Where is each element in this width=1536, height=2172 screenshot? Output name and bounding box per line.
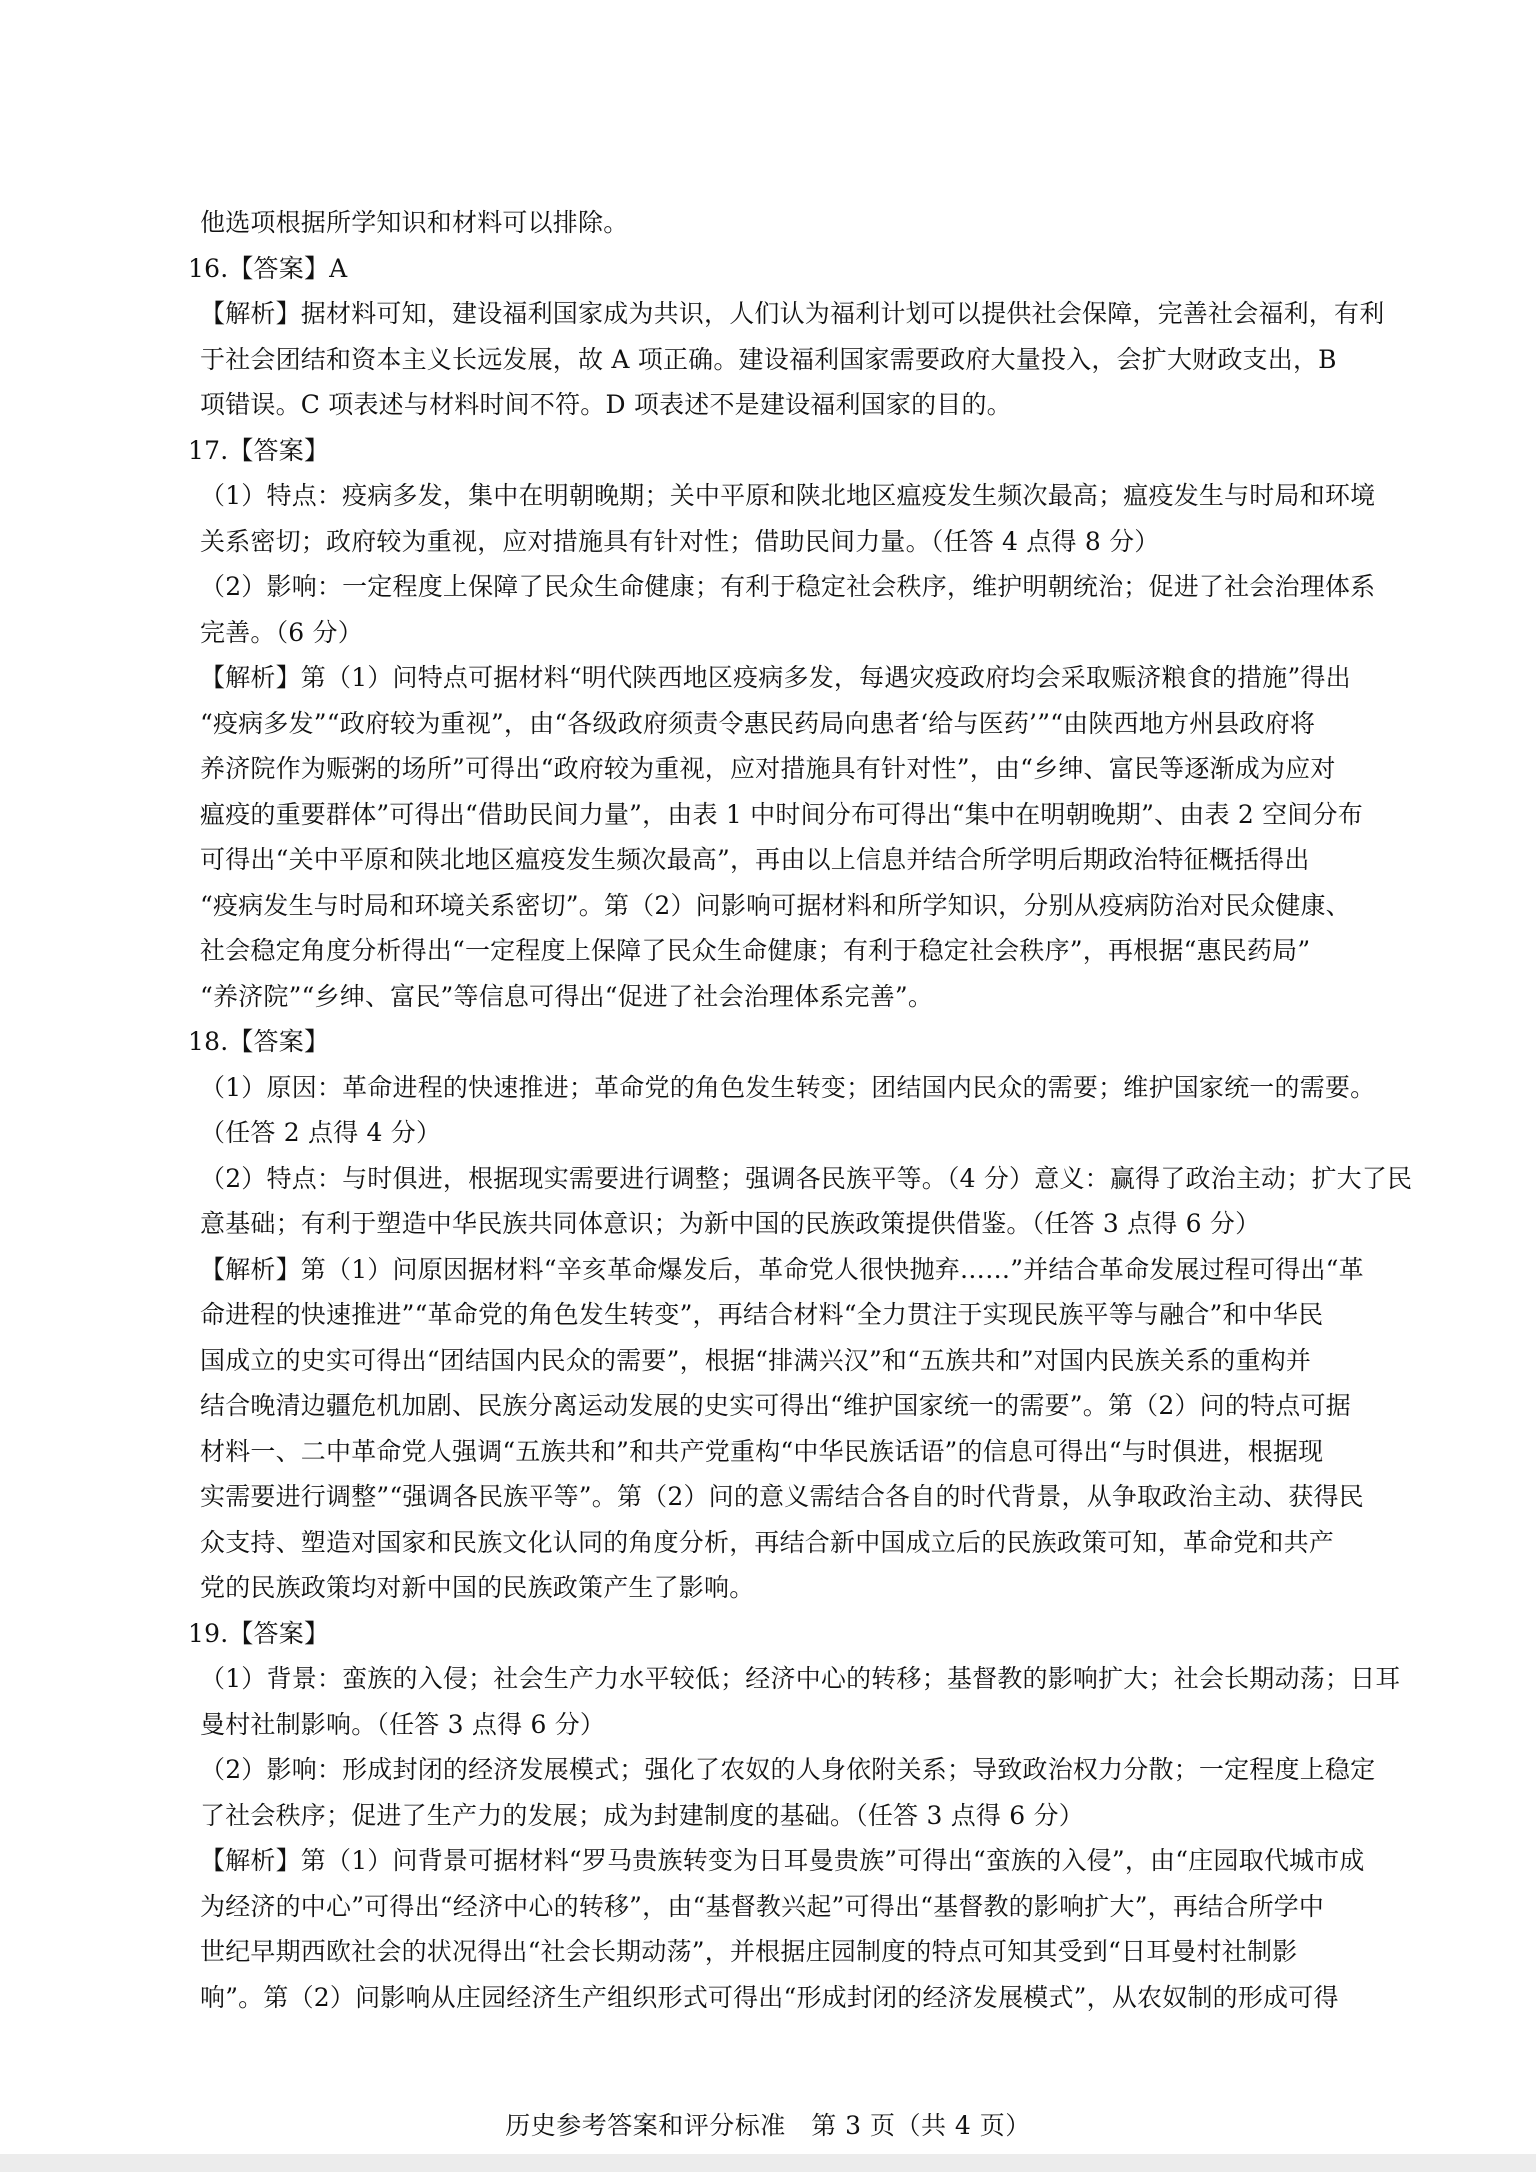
text-line: “养济院”“乡绅、富民”等信息可得出“促进了社会治理体系完善”。: [200, 981, 934, 1011]
text-line: 结合晚清边疆危机加剧、民族分离运动发展的史实可得出“维护国家统一的需要”。第（2）问的特点可据: [200, 1391, 1351, 1420]
text-line: 世纪早期西欧社会的状况得出“社会长期动荡”，并根据庄园制度的特点可知其受到“日耳曼村社制影: [200, 1937, 1298, 1966]
scan-bottom-edge: [0, 2154, 1536, 2172]
answer-text-body: [188, 200, 1413, 2020]
text-line: 养济院作为赈粥的场所”可得出“政府较为重视，应对措施具有针对性”，由“乡绅、富民等逐渐成为应对: [200, 754, 1336, 783]
text-line: 完善。（6 分）: [200, 617, 363, 647]
text-line: （2）特点：与时俱进，根据现实需要进行调整；强调各民族平等。（4 分）意义：赢得了政治主动；扩大了民: [200, 1163, 1413, 1193]
text-line: 了社会秩序；促进了生产力的发展；成为封建制度的基础。（任答 3 点得 6 分）: [200, 1800, 1084, 1830]
text-line: 社会稳定角度分析得出“一定程度上保障了民众生命健康；有利于稳定社会秩序”，再根据“惠民药局”: [200, 936, 1311, 965]
text-line: （任答 2 点得 4 分）: [200, 1118, 442, 1147]
text-line: 于社会团结和资本主义长远发展，故 A 项正确。建设福利国家需要政府大量投入，会扩大财政支出，B: [200, 344, 1337, 374]
text-line: 响”。第（2）问影响从庄园经济生产组织形式可得出“形成封闭的经济发展模式”，从农奴制的形成可得: [200, 1982, 1339, 2012]
text-line: （2）影响：一定程度上保障了民众生命健康；有利于稳定社会秩序，维护明朝统治；促进了社会治理体系: [200, 572, 1376, 601]
page-footer: 历史参考答案和评分标准 第 3 页（共 4 页）: [505, 2111, 1031, 2140]
text-line: 国成立的史实可得出“团结国内民众的需要”，根据“排满兴汉”和“五族共和”对国内民族关系的重构并: [200, 1345, 1312, 1375]
text-line: 可得出“关中平原和陕北地区瘟疫发生频次最高”，再由以上信息并结合所学明后期政治特征概括得出: [200, 845, 1310, 874]
text-line: 众支持、塑造对国家和民族文化认同的角度分析，再结合新中国成立后的民族政策可知，革命党和共产: [200, 1527, 1335, 1557]
text-line: 材料一、二中革命党人强调“五族共和”和共产党重构“中华民族话语”的信息可得出“与时俱进，根据现: [200, 1436, 1324, 1466]
text-line: 他选项根据所学知识和材料可以排除。: [200, 208, 629, 237]
question-number-line: 18.【答案】: [188, 1027, 330, 1056]
text-line: 实需要进行调整”“强调各民族平等”。第（2）问的意义需结合各自的时代背景，从争取政治主动、获得民: [200, 1482, 1364, 1511]
question-number-line: 17.【答案】: [188, 435, 330, 465]
text-line: 党的民族政策均对新中国的民族政策产生了影响。: [200, 1573, 755, 1602]
text-line: 【解析】据材料可知，建设福利国家成为共识，人们认为福利计划可以提供社会保障，完善社会福利，有利: [200, 299, 1385, 328]
text-line: 曼村社制影响。（任答 3 点得 6 分）: [200, 1709, 606, 1739]
text-line: “疫病发生与时局和环境关系密切”。第（2）问影响可据材料和所学知识，分别从疫病防治对民众健康、: [200, 890, 1351, 920]
text-line: 命进程的快速推进”“革命党的角色发生转变”，再结合材料“全力贯注于实现民族平等与融合”和中华民: [200, 1300, 1324, 1329]
text-line: 项错误。C 项表述与材料时间不符。D 项表述不是建设福利国家的目的。: [200, 390, 1012, 419]
text-line: 瘟疫的重要群体”可得出“借助民间力量”，由表 1 中时间分布可得出“集中在明朝晚期”、由表 2 空间分布: [200, 799, 1363, 829]
text-line: 意基础；有利于塑造中华民族共同体意识；为新中国的民族政策提供借鉴。（任答 3 点得 6 分）: [200, 1209, 1261, 1238]
text-line: 【解析】第（1）问背景可据材料“罗马贵族转变为日耳曼贵族”可得出“蛮族的入侵”，由“庄园取代城市成: [200, 1846, 1365, 1875]
text-line: 【解析】第（1）问原因据材料“辛亥革命爆发后，革命党人很快抛弃……”并结合革命发展过程可得出“革: [200, 1254, 1364, 1284]
text-line: 为经济的中心”可得出“经济中心的转移”，由“基督教兴起”可得出“基督教的影响扩大”，再结合所学中: [200, 1891, 1325, 1921]
text-line: 【解析】第（1）问特点可据材料“明代陕西地区疫病多发，每遇灾疫政府均会采取赈济粮食的措施”得出: [200, 663, 1351, 692]
text-line: “疫病多发”“政府较为重视”，由“各级政府须责令惠民药局向患者‘给与医药’”“由陕西地方州县政府将: [200, 708, 1316, 738]
text-line: （1）原因：革命进程的快速推进；革命党的角色发生转变；团结国内民众的需要；维护国家统一的需要。: [200, 1072, 1376, 1102]
text-line: （1）特点：疫病多发，集中在明朝晚期；关中平原和陕北地区瘟疫发生频次最高；瘟疫发生与时局和环境: [200, 481, 1376, 510]
text-line: （2）影响：形成封闭的经济发展模式；强化了农奴的人身依附关系；导致政治权力分散；一定程度上稳定: [200, 1755, 1376, 1784]
question-number-line: 16.【答案】A: [188, 253, 348, 283]
text-line: 关系密切；政府较为重视，应对措施具有针对性；借助民间力量。（任答 4 点得 8 分）: [200, 526, 1160, 556]
text-line: （1）背景：蛮族的入侵；社会生产力水平较低；经济中心的转移；基督教的影响扩大；社会长期动荡；日耳: [200, 1664, 1401, 1693]
question-number-line: 19.【答案】: [188, 1618, 330, 1648]
